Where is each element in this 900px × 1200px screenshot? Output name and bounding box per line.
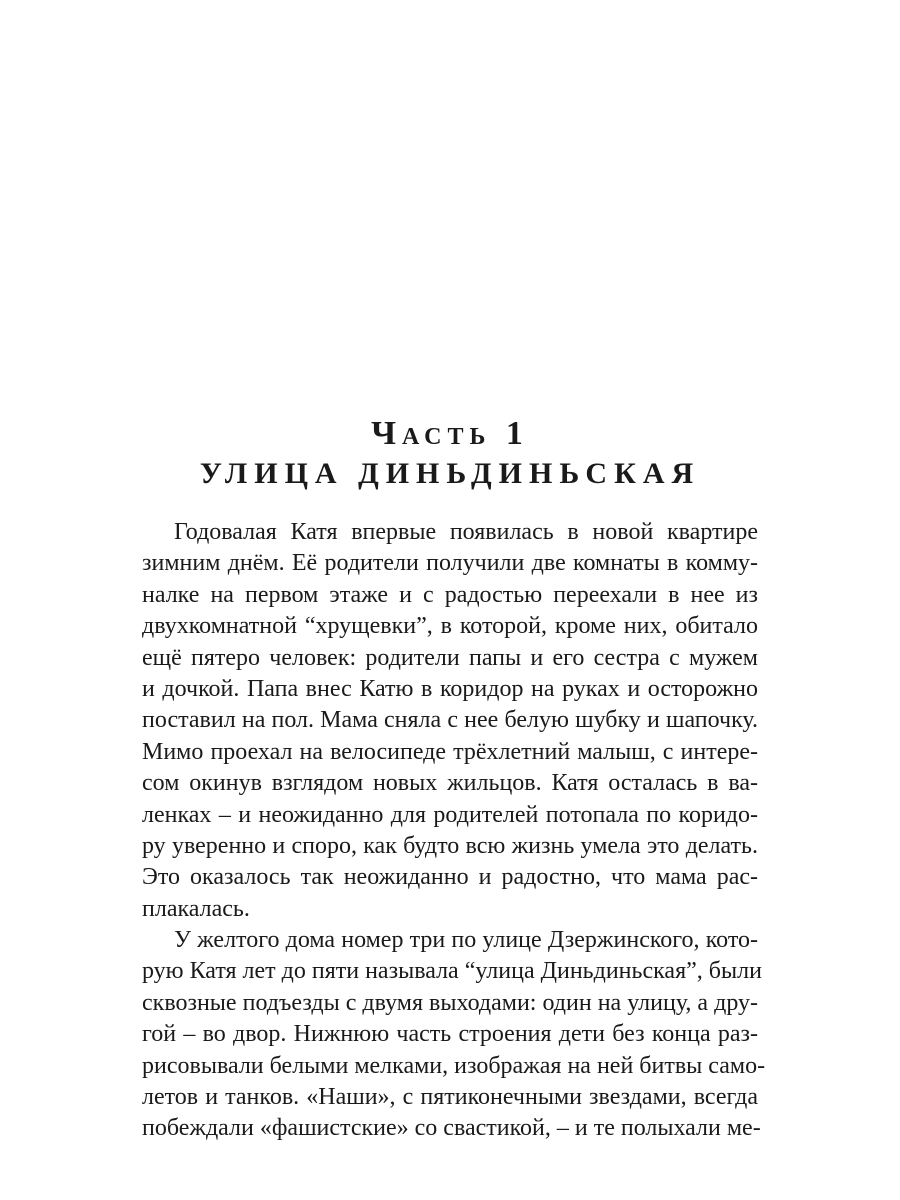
text-line: рисовывали белыми мелками, изображая на ней битвы само-	[142, 1052, 766, 1079]
text-line: и дочкой. Папа внес Катю в коридор на руках и осторожно	[142, 675, 758, 702]
text-line: Мимо проехал на велосипеде трёхлетний малыш, с интере-	[142, 738, 758, 765]
paragraph-2	[142, 925, 766, 1145]
text-line: рую Катя лет до пяти называла “улица Диньдиньская”, были	[142, 958, 762, 985]
text-line: ещё пятеро человек: родители папы и его сестра с мужем	[142, 644, 758, 671]
text-line: сом окинув взглядом новых жильцов. Катя осталась в ва-	[142, 770, 758, 797]
text-line: ру уверенно и споро, как будто всю жизнь умела это делать.	[142, 832, 758, 859]
text-line: плакалась.	[142, 895, 250, 922]
text-line: Это оказалось так неожиданно и радостно, что мама рас-	[142, 864, 758, 891]
text-line: летов и танков. «Наши», с пятиконечными звездами, всегда	[142, 1084, 758, 1111]
text-line: Годовалая Катя впервые появилась в новой квартире	[174, 519, 758, 545]
text-line: У желтого дома номер три по улице Дзержинского, кото-	[174, 927, 758, 954]
text-line: побеждали «фашистские» со свастикой, – и те полыхали ме-	[142, 1115, 761, 1142]
text-line: двухкомнатной “хрущевки”, в которой, кроме них, обитало	[142, 613, 758, 640]
chapter-title: УЛИЦА ДИНЬДИНЬСКАЯ	[199, 457, 701, 490]
text-line: гой – во двор. Нижнюю часть строения дети без конца раз-	[142, 1021, 758, 1048]
text-line: ленках – и неожиданно для родителей потопала по коридо-	[142, 801, 758, 828]
text-line: сквозные подъезды с двумя выходами: один на улицу, а дру-	[142, 989, 758, 1016]
part-title: Часть 1	[371, 415, 529, 452]
text-body	[142, 517, 766, 1145]
text-line: налке на первом этаже и с радостью переехали в нее из	[142, 581, 758, 608]
paragraph-1	[142, 517, 758, 925]
text-line: зимним днём. Её родители получили две комнаты в комму-	[142, 550, 758, 577]
text-line: поставил на пол. Мама сняла с нее белую шубку и шапочку.	[142, 707, 758, 734]
